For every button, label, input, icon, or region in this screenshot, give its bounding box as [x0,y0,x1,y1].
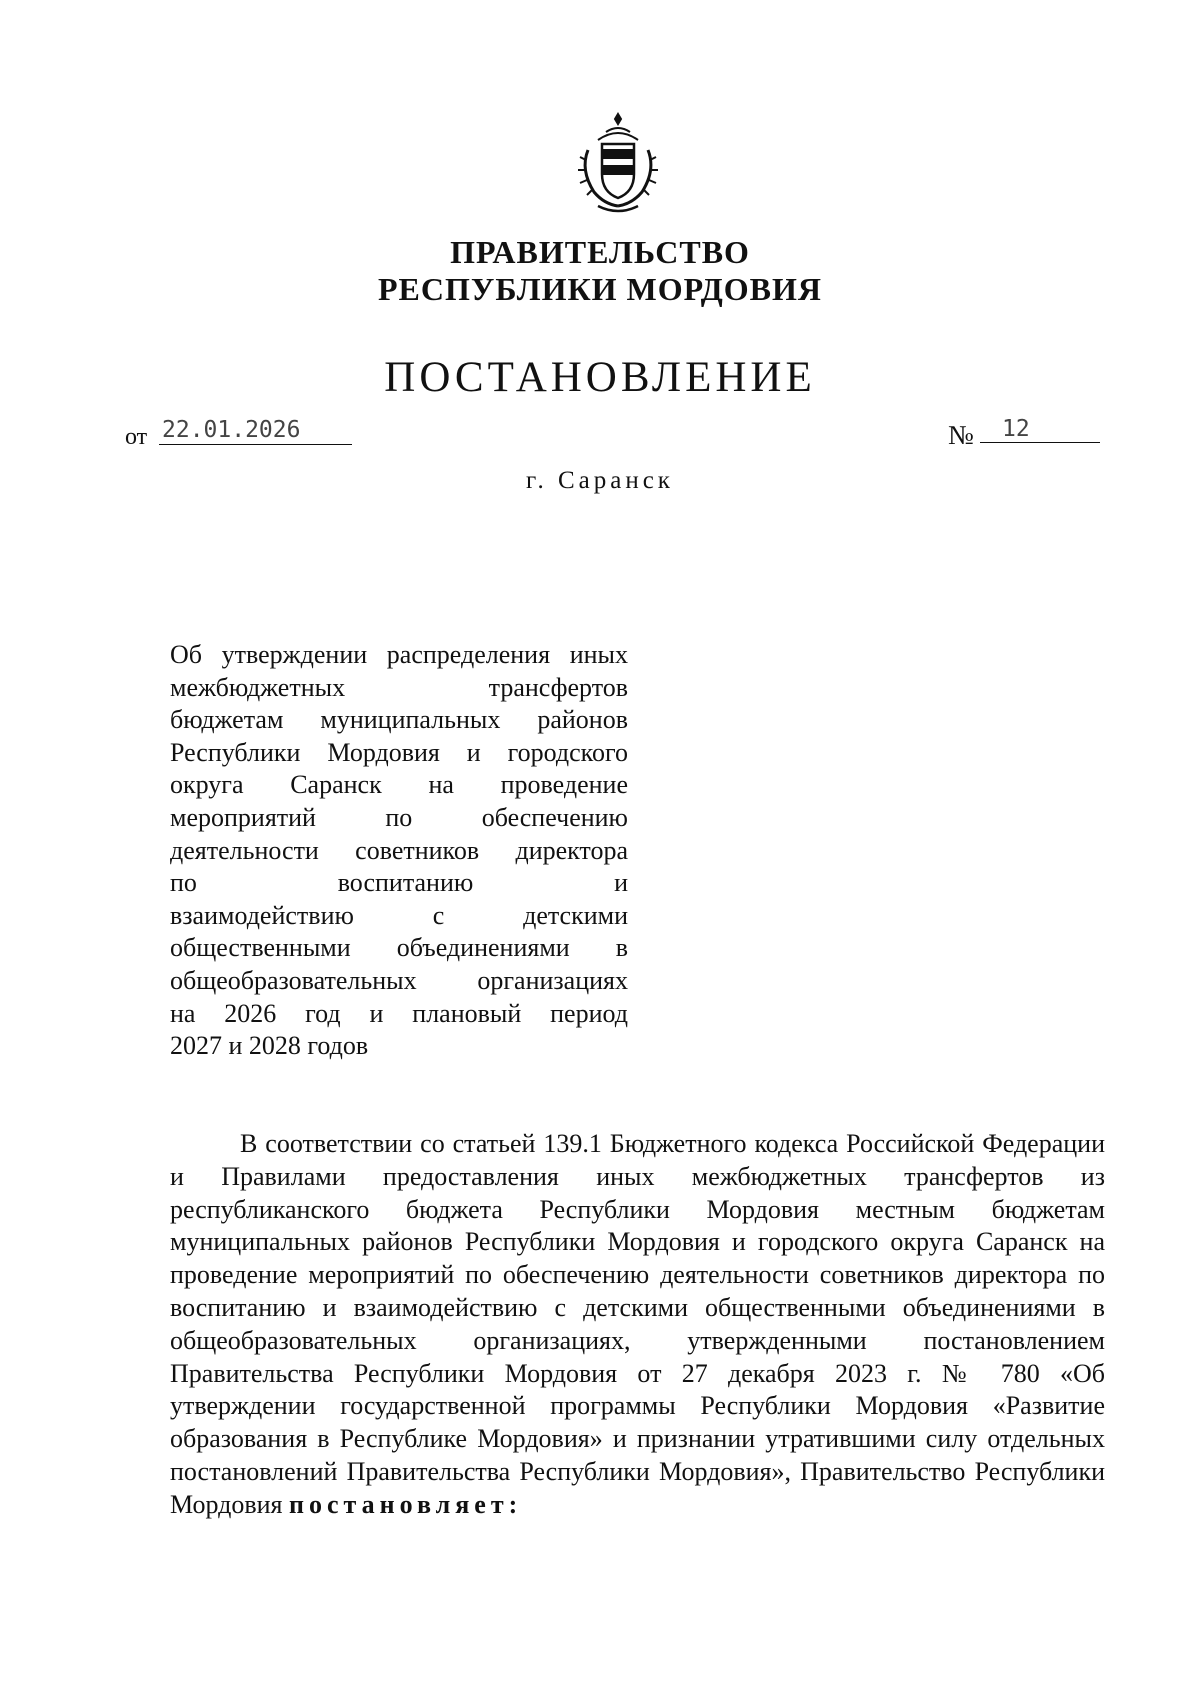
body-text: В соответствии со статьей 139.1 Бюджетного кодекса Российской Федерации и Правилами предоставления иных межбюджетных трансфертов из республиканского бюджета Республики Мордовия местным бюджетам муниципальных районов Республики Мордовия и городского округа Саранск на проведение мероприятий по обеспечению деятельности советников директора по воспитанию и взаимодействию с детскими общественными объединениями в общеобразовательных организациях, утвержденными постановлением Правительства Республики Мордовия от 27 декабря 2023 г. № 780 «Об утверждении государственной программы Республики Мордовия «Развитие образования в Республике Мордовия» и признании утратившими силу отдельных постановлений Правительства Республики Мордовия», Правительство Республики Мордовия [170,1129,1105,1519]
document-title [170,639,628,1063]
body-paragraph [170,1128,1105,1522]
title-line: межбюджетных трансфертов [170,672,628,702]
city-line: г. Саранск [526,467,674,494]
title-line: по воспитанию и [170,868,628,898]
document-type-heading: ПОСТАНОВЛЕНИЕ [384,354,816,401]
org-name-line2: РЕСПУБЛИКИ МОРДОВИЯ [377,271,823,307]
org-name-line1: ПРАВИТЕЛЬСТВО [450,234,750,270]
decree-word: постановляет: [289,1489,523,1519]
title-line: мероприятий по обеспечению [170,802,628,832]
title-line: округа Саранск на проведение [170,770,628,800]
title-line: 2027 и 2028 годов [170,1031,369,1061]
title-line: взаимодействию с детскими [170,900,628,930]
title-line: общественными объединениями в [170,933,628,963]
date-value: 22.01.2026 [159,416,352,445]
title-line: бюджетам муниципальных районов [170,705,628,735]
title-line: на 2026 год и плановый период [170,998,628,1028]
title-line: Об утверждении распределения иных [170,640,628,669]
coat-of-arms-icon [568,110,668,220]
title-line: общеобразовательных организациях [170,965,628,995]
number-value: 12 [980,415,1100,443]
title-line: деятельности советников директора [170,835,628,865]
number-label: № [948,420,974,450]
date-label: от [125,424,148,450]
title-line: Республики Мордовия и городского [170,737,628,767]
